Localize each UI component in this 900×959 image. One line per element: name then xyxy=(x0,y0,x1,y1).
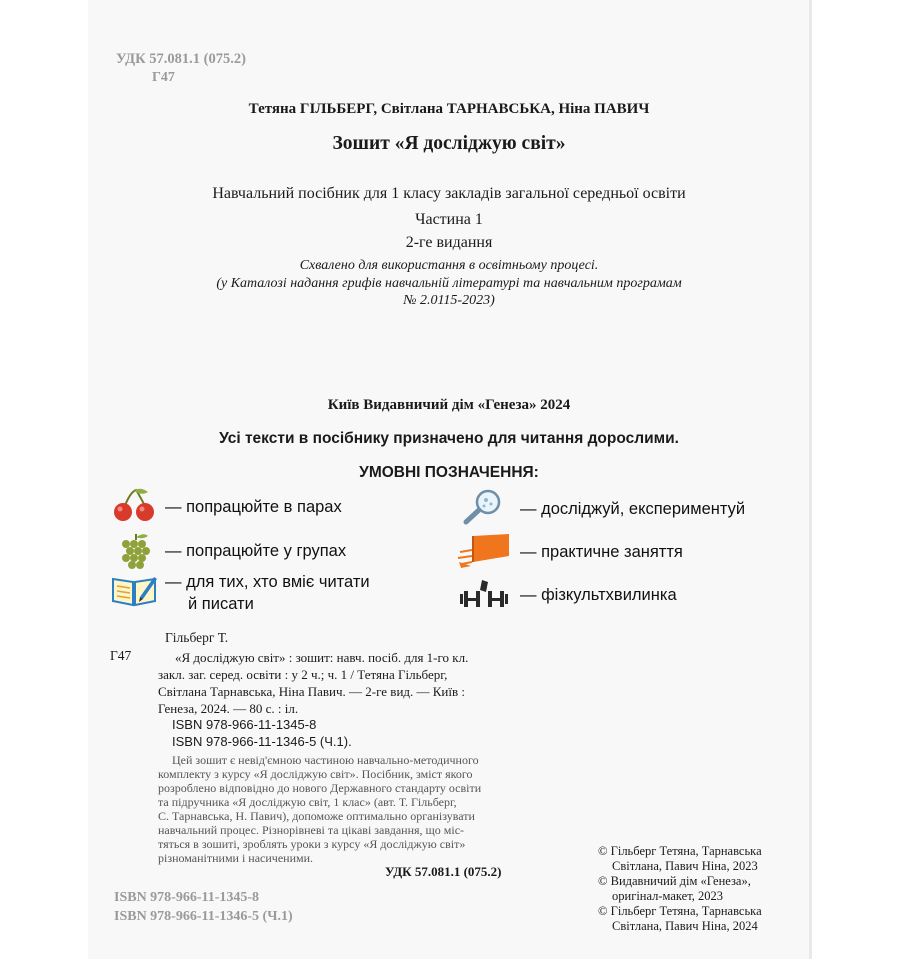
cherries-icon xyxy=(110,488,158,522)
annotation-line: різноманітними і насиченими. xyxy=(158,851,314,865)
catalog-code: Г47 xyxy=(110,648,132,663)
annotation-line: розроблено відповідно до нового Державного стандарту освіти xyxy=(158,781,482,795)
legend-heading: УМОВНІ ПОЗНАЧЕННЯ: xyxy=(359,464,539,481)
isbn-bottom-2: ISBN 978-966-11-1346-5 (Ч.1) xyxy=(114,909,293,924)
annotation-line: навчальний процес. Різнорівневі та цікаві завдання, що міс- xyxy=(158,823,465,837)
grapes-icon xyxy=(118,532,154,570)
copyright-line: © Гільберг Тетяна, Тарнавська xyxy=(598,904,762,918)
approval-line-1: Схвалено для використання в освітньому процесі. xyxy=(299,258,599,273)
copyright-line: Світлана, Павич Ніна, 2024 xyxy=(612,919,758,933)
annotation-line: та підручника «Я досліджую світ, 1 клас» (авт. Т. Гільберг, xyxy=(158,795,457,809)
catalog-author: Гільберг Т. xyxy=(165,630,229,645)
copyright-line: Світлана, Павич Ніна, 2023 xyxy=(612,859,758,873)
annotation-line: Цей зошит є невід'ємною частиною навчально-методичного xyxy=(172,753,479,767)
catalog-udk: УДК 57.081.1 (075.2) xyxy=(385,864,502,879)
part: Частина 1 xyxy=(415,211,483,228)
catalog-line-4: Генеза, 2024. — 80 с. : іл. xyxy=(158,701,299,716)
approval-line-2: (у Каталозі надання грифів навчальній літературі та навчальним програмам xyxy=(216,276,682,291)
legend-readers-2: й писати xyxy=(188,595,254,613)
catalog-line-2: закл. заг. серед. освіти : у 2 ч.; ч. 1 / Тетяна Гільберг, xyxy=(158,667,448,682)
legend-physical: — фізкультхвилинка xyxy=(520,586,677,604)
udk-top: УДК 57.081.1 (075.2) xyxy=(116,51,246,67)
reading-notice: Усі тексти в посібнику призначено для читання дорослими. xyxy=(219,430,679,447)
copyright-line: © Видавничий дім «Генеза», xyxy=(598,874,751,888)
catalog-line-3: Світлана Тарнавська, Ніна Павич. — 2-ге вид. — Київ : xyxy=(158,684,466,699)
publisher-line: Київ Видавничий дім «Генеза» 2024 xyxy=(327,397,571,413)
subtitle: Навчальний посібник для 1 класу закладів загальної середньої освіти xyxy=(212,185,686,202)
copyright-line: © Гільберг Тетяна, Тарнавська xyxy=(598,844,762,858)
practical-work-icon xyxy=(457,532,511,568)
book-pen-icon xyxy=(110,573,158,607)
isbn-bottom-1: ISBN 978-966-11-1345-8 xyxy=(114,890,260,905)
legend-practical: — практичне заняття xyxy=(520,543,683,561)
code-top: Г47 xyxy=(152,70,175,85)
legend-readers-1: — для тих, хто вміє читати xyxy=(165,573,370,591)
book-title: Зошит «Я досліджую світ» xyxy=(332,133,566,154)
legend-groups: — попрацюйте у групах xyxy=(165,542,347,560)
authors: Тетяна ГІЛЬБЕРГ, Світлана ТАРНАВСЬКА, Ніна ПАВИЧ xyxy=(248,101,650,117)
copyright-line: оригінал-макет, 2023 xyxy=(612,889,723,903)
annotation-line: комплекту з курсу «Я досліджую світ». Посібник, зміст якого xyxy=(158,767,473,781)
approval-line-3: № 2.0115-2023) xyxy=(403,293,495,308)
annotation-line: тяться в зошиті, зроблять уроки з курсу «Я досліджую світ» xyxy=(158,837,466,851)
legend-pairs: — попрацюйте в парах xyxy=(165,498,342,516)
edition: 2-ге видання xyxy=(405,234,493,251)
magnifier-icon xyxy=(462,488,504,526)
dumbbell-icon xyxy=(458,578,510,610)
annotation-line: С. Тарнавська, Н. Павич), допоможе оптимально організувати xyxy=(158,809,475,823)
legend-explore: — досліджуй, експериментуй xyxy=(520,500,746,518)
catalog-line-1: «Я досліджую світ» : зошит: навч. посіб. для 1-го кл. xyxy=(175,650,469,665)
catalog-isbn-2: ISBN 978-966-11-1346-5 (Ч.1). xyxy=(172,734,352,749)
catalog-isbn-1: ISBN 978-966-11-1345-8 xyxy=(172,717,317,732)
